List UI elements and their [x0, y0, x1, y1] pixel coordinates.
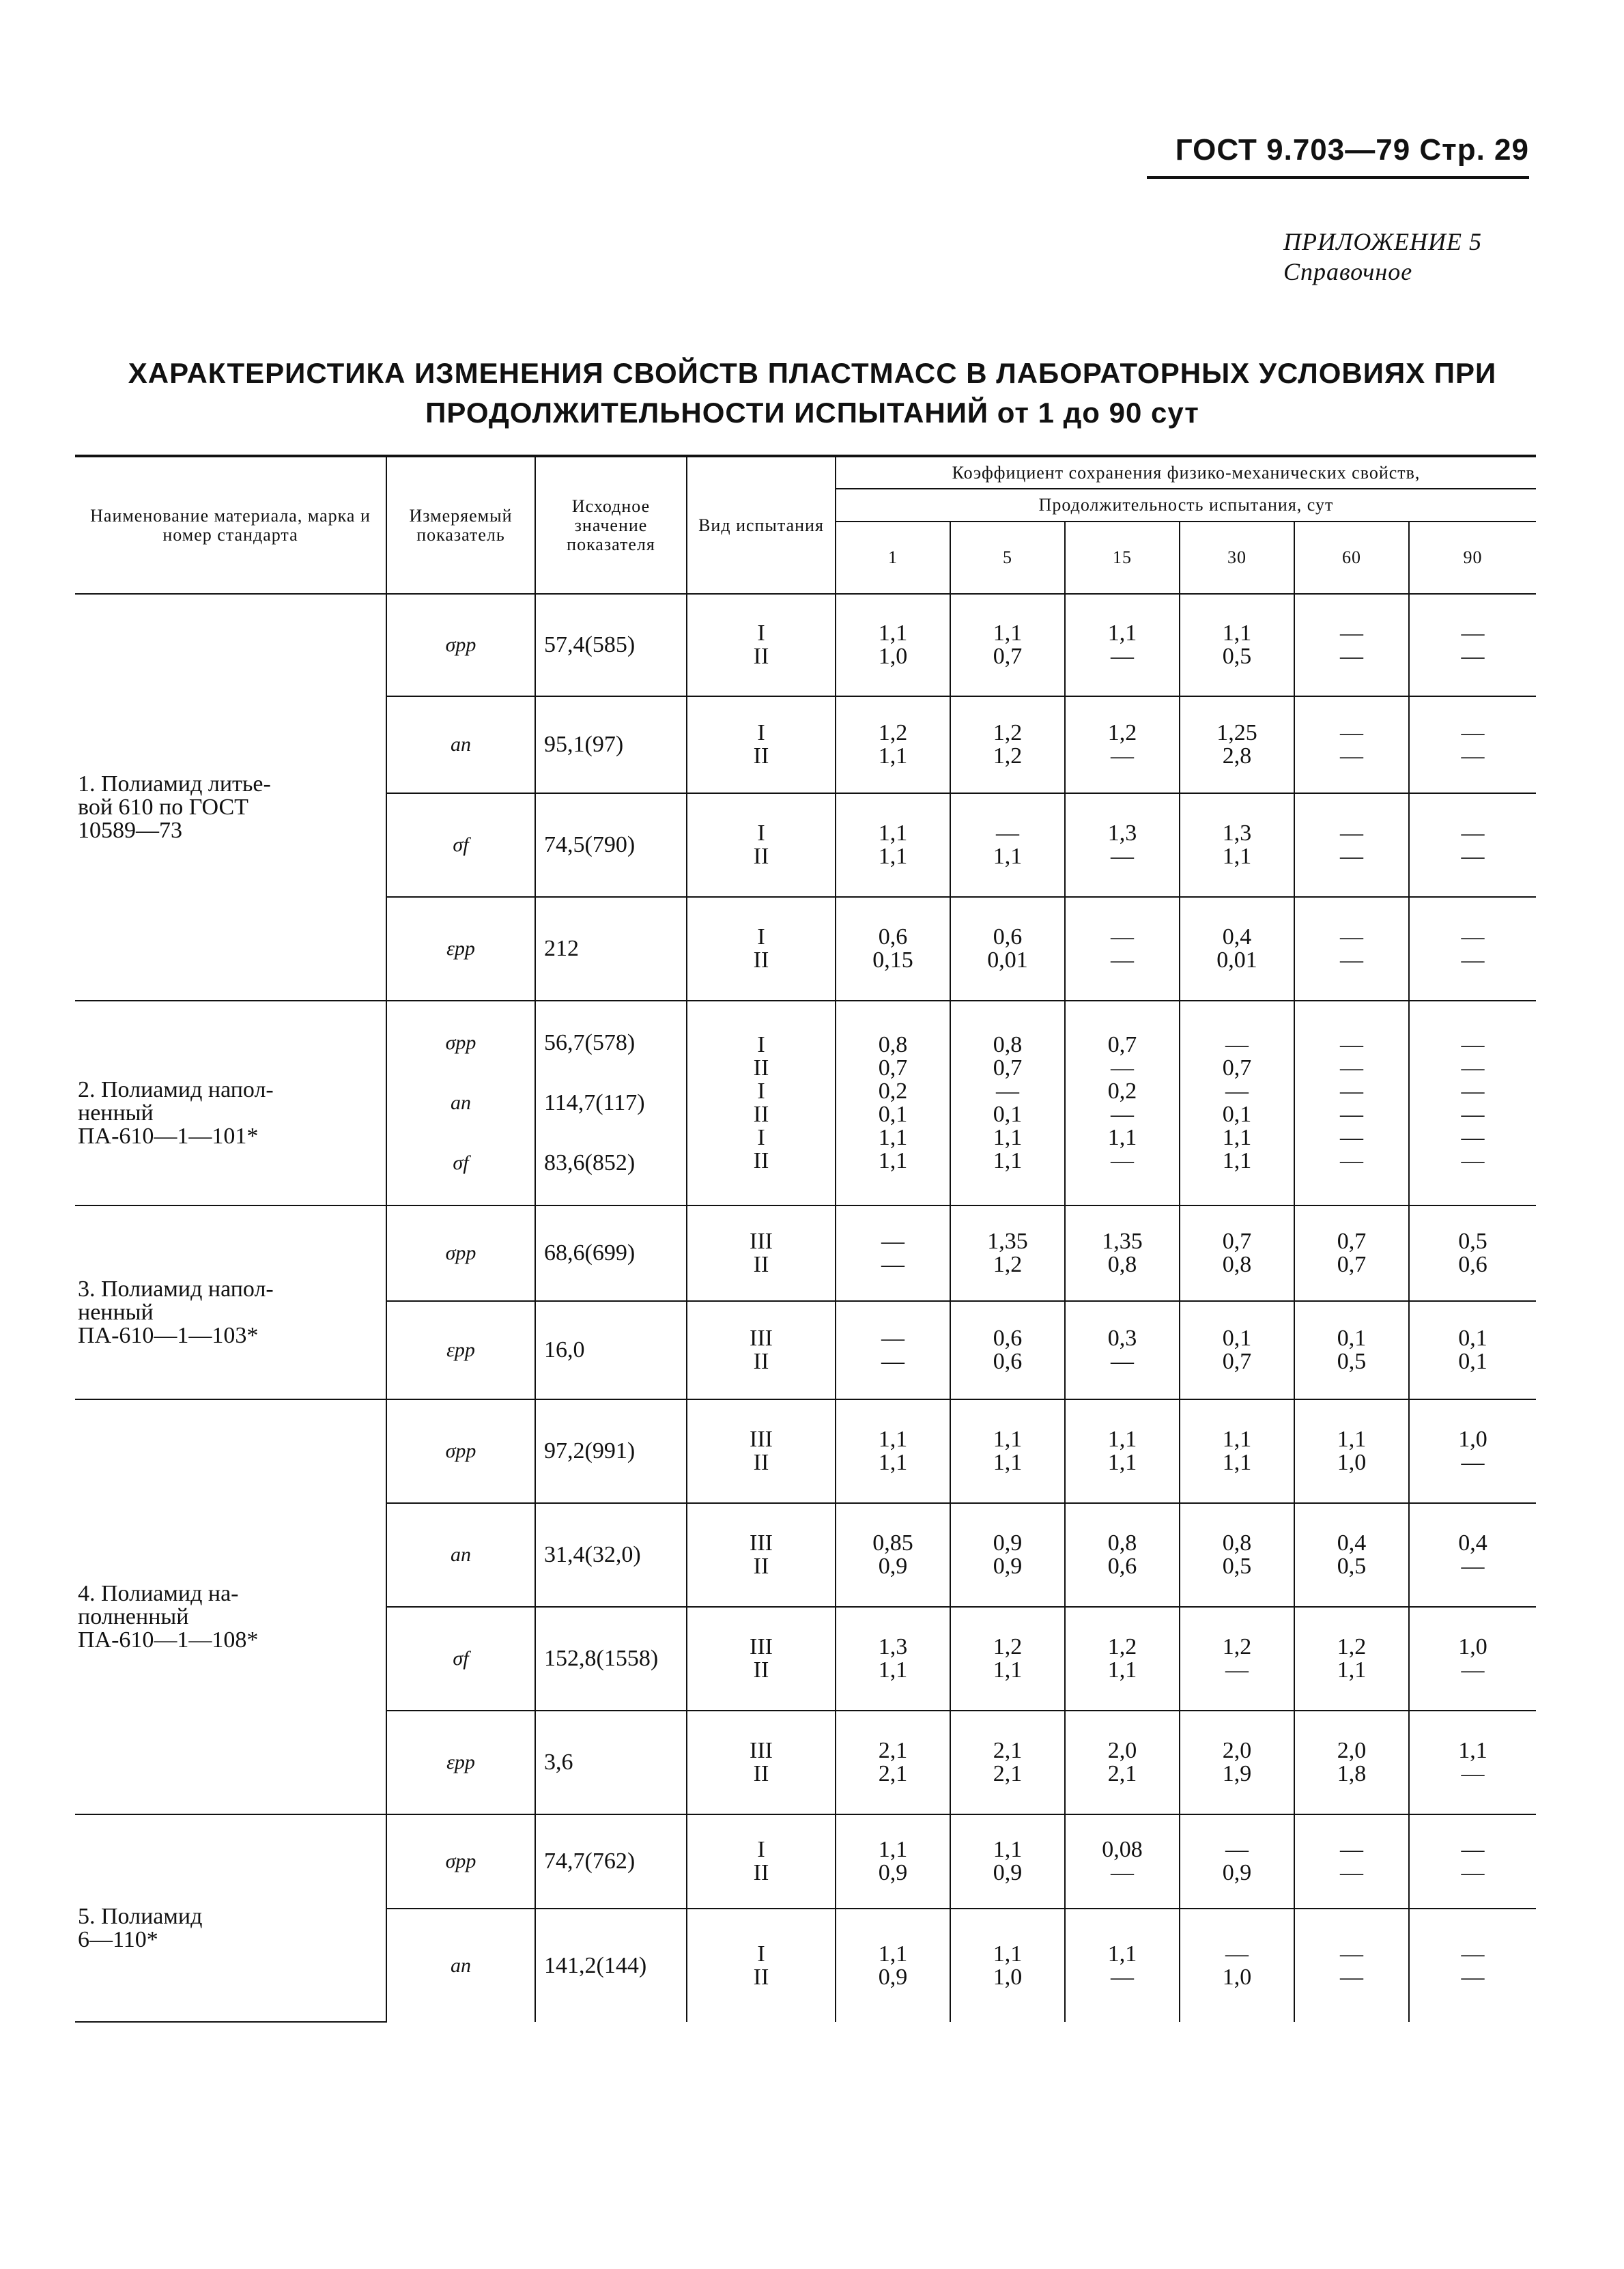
measured-property: σf — [386, 1607, 535, 1711]
coefficient-value: 0,8 0,6 — [1065, 1503, 1180, 1607]
title-line-2: ПРОДОЛЖИТЕЛЬНОСТИ ИСПЫТАНИЙ от 1 до 90 сут — [425, 397, 1199, 429]
coefficient-value: — — — [1294, 793, 1409, 897]
coefficient-value: 1,25 2,8 — [1180, 696, 1294, 793]
coefficient-value: 0,7 0,8 — [1180, 1205, 1294, 1301]
initial-value: 74,7(762) — [535, 1814, 687, 1909]
coefficient-value: 0,1 0,5 — [1294, 1301, 1409, 1399]
page-title — [116, 354, 1509, 433]
table-row — [75, 1205, 1536, 1301]
initial-value: 74,5(790) — [535, 793, 687, 897]
test-type: I II — [687, 897, 836, 1001]
coefficient-value: 0,8 0,5 — [1180, 1503, 1294, 1607]
coefficient-value: — — — [1294, 594, 1409, 696]
coefficient-value: 1,0 — — [1409, 1399, 1536, 1503]
initial-value: 16,0 — [535, 1301, 687, 1399]
coefficient-value: 0,8 0,7 0,2 0,1 1,1 1,1 — [836, 1001, 950, 1205]
material-name: 1. Полиамид литье- вой 610 по ГОСТ 10589—73 — [75, 594, 386, 1001]
table-row — [75, 1001, 1536, 1205]
measured-property: σрр — [386, 1399, 535, 1503]
coefficient-value: 0,6 0,01 — [950, 897, 1065, 1001]
coefficient-value: 1,1 1,1 — [1180, 1399, 1294, 1503]
coefficient-value: — — — [1409, 696, 1536, 793]
coefficient-value: 1,1 1,0 — [836, 594, 950, 696]
material-name: 3. Полиамид напол- ненный ПА-610—1—103* — [75, 1205, 386, 1399]
measured-property: σрр an σf — [386, 1001, 535, 1205]
header-duration: Продолжительность испытания, сут — [836, 489, 1536, 522]
coefficient-value: — — — [1294, 897, 1409, 1001]
coefficient-value: 0,5 0,6 — [1409, 1205, 1536, 1301]
measured-property: σрр — [386, 1814, 535, 1909]
test-type: I II — [687, 594, 836, 696]
test-type: III II — [687, 1205, 836, 1301]
coefficient-value: — 0,7 — 0,1 1,1 1,1 — [1180, 1001, 1294, 1205]
coefficient-value: 1,2 1,1 — [836, 696, 950, 793]
header-rule — [1147, 176, 1529, 179]
measured-property: an — [386, 696, 535, 793]
coefficient-value: 2,1 2,1 — [836, 1711, 950, 1814]
coefficient-value: — — — [1409, 897, 1536, 1001]
appendix-label — [1283, 227, 1529, 287]
page-header: ГОСТ 9.703—79 Стр. 29 — [1175, 133, 1529, 167]
coefficient-value: 0,4 0,5 — [1294, 1503, 1409, 1607]
coefficient-value: — — — [1294, 696, 1409, 793]
coefficient-value: 0,1 0,1 — [1409, 1301, 1536, 1399]
header-test-type: Вид испытания — [687, 456, 836, 594]
initial-value: 212 — [535, 897, 687, 1001]
coefficient-value: 1,2 — — [1180, 1607, 1294, 1711]
coefficient-value: 1,3 — — [1065, 793, 1180, 897]
coefficient-value: 0,4 — — [1409, 1503, 1536, 1607]
coefficient-value: — — — [1409, 1814, 1536, 1909]
material-name: 5. Полиамид 6—110* — [75, 1814, 386, 2022]
coefficient-value: — — — [1065, 897, 1180, 1001]
coefficient-value: 0,9 0,9 — [950, 1503, 1065, 1607]
coefficient-value: 1,1 1,1 — [836, 1399, 950, 1503]
coefficient-value: 1,1 1,1 — [836, 793, 950, 897]
initial-value: 31,4(32,0) — [535, 1503, 687, 1607]
measured-property: σf — [386, 793, 535, 897]
coefficient-value: 1,1 1,1 — [1065, 1399, 1180, 1503]
coefficient-value: 1,35 0,8 — [1065, 1205, 1180, 1301]
coefficient-value: — — — [1294, 1814, 1409, 1909]
coefficient-value: 1,1 0,9 — [836, 1814, 950, 1909]
title-line-1: ХАРАКТЕРИСТИКА ИЗМЕНЕНИЯ СВОЙСТВ ПЛАСТМАСС В ЛАБОРАТОРНЫХ УСЛОВИЯХ ПРИ — [128, 357, 1497, 389]
test-type: I II — [687, 696, 836, 793]
coefficient-value: — — — — — — — [1409, 1001, 1536, 1205]
coefficient-value: — 1,1 — [950, 793, 1065, 897]
measured-property: εрр — [386, 897, 535, 1001]
header-day: 1 — [836, 522, 950, 594]
initial-value: 95,1(97) — [535, 696, 687, 793]
coefficient-value: 0,7 — 0,2 — 1,1 — — [1065, 1001, 1180, 1205]
coefficient-value: — — — [1409, 1909, 1536, 2022]
properties-table — [75, 455, 1536, 2023]
coefficient-value: 2,0 1,9 — [1180, 1711, 1294, 1814]
initial-value: 57,4(585) — [535, 594, 687, 696]
measured-property: an — [386, 1503, 535, 1607]
test-type: I II — [687, 1909, 836, 2022]
header-day: 90 — [1409, 522, 1536, 594]
coefficient-value: — — — [1409, 594, 1536, 696]
test-type: III II — [687, 1399, 836, 1503]
table-row — [75, 1399, 1536, 1503]
material-name: 4. Полиамид на- полненный ПА-610—1—108* — [75, 1399, 386, 1814]
coefficient-value: — — — [1294, 1909, 1409, 2022]
initial-value: 3,6 — [535, 1711, 687, 1814]
coefficient-value: — — — [836, 1301, 950, 1399]
test-type: III II — [687, 1607, 836, 1711]
appendix-type: Справочное — [1283, 258, 1413, 285]
coefficient-value: 1,2 1,1 — [1065, 1607, 1180, 1711]
measured-property: εрр — [386, 1711, 535, 1814]
coefficient-value: 1,1 1,0 — [950, 1909, 1065, 2022]
test-type: I II — [687, 793, 836, 897]
coefficient-value: — 1,0 — [1180, 1909, 1294, 2022]
coefficient-value: — — — [1409, 793, 1536, 897]
header-day: 5 — [950, 522, 1065, 594]
coefficient-value: 0,6 0,15 — [836, 897, 950, 1001]
coefficient-value: 2,1 2,1 — [950, 1711, 1065, 1814]
initial-value: 56,7(578) 114,7(117) 83,6(852) — [535, 1001, 687, 1205]
coefficient-value: 1,1 0,9 — [836, 1909, 950, 2022]
header-material: Наименование материала, марка и номер стандарта — [75, 456, 386, 594]
header-day: 60 — [1294, 522, 1409, 594]
coefficient-value: 1,2 1,1 — [950, 1607, 1065, 1711]
coefficient-value: 1,1 0,9 — [950, 1814, 1065, 1909]
coefficient-value: 1,2 1,2 — [950, 696, 1065, 793]
coefficient-value: 1,1 1,0 — [1294, 1399, 1409, 1503]
coefficient-value: 2,0 1,8 — [1294, 1711, 1409, 1814]
coefficient-value: 1,2 — — [1065, 696, 1180, 793]
header-measured: Измеряемый показатель — [386, 456, 535, 594]
coefficient-value: 0,7 0,7 — [1294, 1205, 1409, 1301]
coefficient-value: 1,1 1,1 — [950, 1399, 1065, 1503]
header-day: 30 — [1180, 522, 1294, 594]
coefficient-value: 0,1 0,7 — [1180, 1301, 1294, 1399]
coefficient-value: 0,85 0,9 — [836, 1503, 950, 1607]
coefficient-value: 1,3 1,1 — [836, 1607, 950, 1711]
initial-value: 141,2(144) — [535, 1909, 687, 2022]
measured-property: εрр — [386, 1301, 535, 1399]
test-type: III II — [687, 1301, 836, 1399]
coefficient-value: 1,1 — — [1065, 594, 1180, 696]
coefficient-value: — 0,9 — [1180, 1814, 1294, 1909]
initial-value: 152,8(1558) — [535, 1607, 687, 1711]
coefficient-value: — — — — — — — [1294, 1001, 1409, 1205]
measured-property: σрр — [386, 1205, 535, 1301]
coefficient-value: 1,1 — — [1065, 1909, 1180, 2022]
coefficient-value: 0,4 0,01 — [1180, 897, 1294, 1001]
coefficient-value: 1,1 0,7 — [950, 594, 1065, 696]
coefficient-value: 0,3 — — [1065, 1301, 1180, 1399]
coefficient-value: 1,35 1,2 — [950, 1205, 1065, 1301]
test-type: III II — [687, 1711, 836, 1814]
coefficient-value: 0,8 0,7 — 0,1 1,1 1,1 — [950, 1001, 1065, 1205]
coefficient-value: 1,1 — — [1409, 1711, 1536, 1814]
initial-value: 97,2(991) — [535, 1399, 687, 1503]
coefficient-value: 1,0 — — [1409, 1607, 1536, 1711]
header-initial: Исходное значение показателя — [535, 456, 687, 594]
coefficient-value: 0,6 0,6 — [950, 1301, 1065, 1399]
header-day: 15 — [1065, 522, 1180, 594]
measured-property: σрр — [386, 594, 535, 696]
coefficient-value: 1,2 1,1 — [1294, 1607, 1409, 1711]
table-row — [75, 594, 1536, 696]
coefficient-value: 0,08 — — [1065, 1814, 1180, 1909]
test-type: I II — [687, 1814, 836, 1909]
coefficient-value: — — — [836, 1205, 950, 1301]
test-type: I II I II I II — [687, 1001, 836, 1205]
coefficient-value: 1,1 0,5 — [1180, 594, 1294, 696]
measured-property: an — [386, 1909, 535, 2022]
appendix-number: ПРИЛОЖЕНИЕ 5 — [1283, 228, 1482, 255]
coefficient-value: 2,0 2,1 — [1065, 1711, 1180, 1814]
test-type: III II — [687, 1503, 836, 1607]
table-row — [75, 1814, 1536, 1909]
header-coefficient: Коэффициент сохранения физико-механических свойств, — [836, 456, 1536, 489]
material-name: 2. Полиамид напол- ненный ПА-610—1—101* — [75, 1001, 386, 1205]
coefficient-value: 1,3 1,1 — [1180, 793, 1294, 897]
initial-value: 68,6(699) — [535, 1205, 687, 1301]
